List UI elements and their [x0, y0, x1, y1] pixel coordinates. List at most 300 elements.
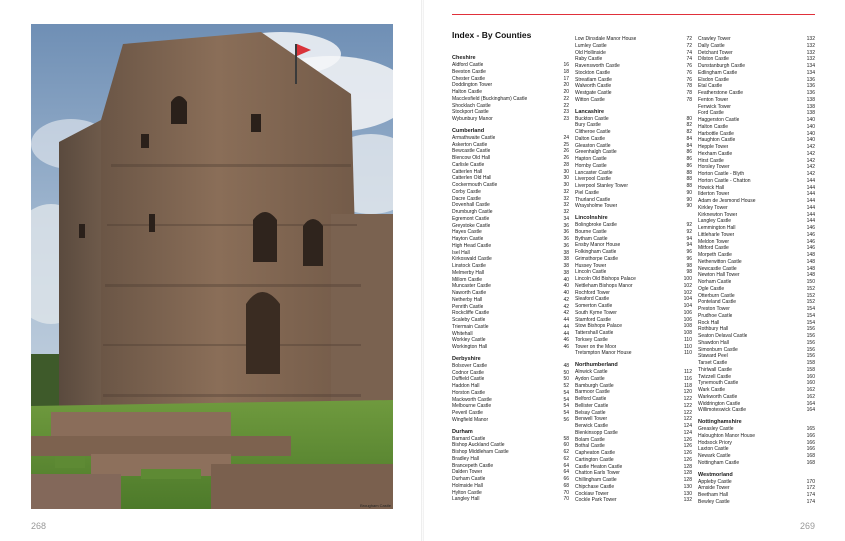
page-ref: 82 [686, 129, 692, 135]
page-number-left: 268 [31, 521, 47, 531]
index-entry [698, 185, 815, 192]
index-entry [698, 279, 815, 286]
page-ref: 36 [563, 229, 569, 236]
index-entry [698, 360, 815, 367]
castle-name: Naworth Castle [452, 290, 487, 296]
page-ref: 144 [806, 218, 815, 225]
page-ref: 54 [563, 403, 569, 410]
index-entry [575, 330, 692, 337]
index-entry [452, 483, 569, 490]
castle-name: Low Dinsdale Manor House [575, 36, 637, 42]
castle-name: Greenhalgh Castle [575, 149, 617, 156]
castle-name: Folkingham Castle [575, 249, 617, 255]
castle-name: Simonburn Castle [698, 346, 738, 353]
index-entry [575, 337, 692, 344]
page-ref: 126 [683, 450, 692, 456]
index-entry [698, 198, 815, 205]
page-ref: 60 [563, 442, 569, 449]
page-ref: 140 [806, 117, 815, 123]
index-entry [698, 313, 815, 320]
castle-name: Corby Castle [452, 188, 481, 195]
index-entry [575, 464, 692, 471]
index-entry [698, 440, 815, 447]
page-ref: 154 [806, 312, 815, 319]
index-entry [575, 317, 692, 324]
index-entry [698, 286, 815, 293]
castle-name: Penrith Castle [452, 303, 484, 310]
castle-name: Stockton Castle [575, 69, 611, 76]
castle-name: Newark Castle [698, 453, 731, 459]
castle-name: Kirknewton Tower [698, 211, 738, 218]
page-ref: 120 [683, 389, 692, 396]
index-entry [452, 442, 569, 449]
index-entry [452, 62, 569, 69]
castle-name: Stamford Castle [575, 316, 611, 323]
page-ref: 128 [683, 463, 692, 470]
page-ref: 168 [806, 459, 815, 466]
page-ref: 138 [806, 103, 815, 110]
page-ref: 22 [563, 95, 569, 102]
castle-name: Shawdon Hall [698, 339, 729, 346]
castle-name: Lincoln Old Bishops Palace [575, 276, 636, 282]
index-entry [698, 252, 815, 259]
index-entry [575, 149, 692, 156]
index-entry [452, 182, 569, 189]
index-entry [575, 290, 692, 297]
castle-name: Preston Tower [698, 306, 730, 312]
page-ref: 82 [686, 122, 692, 129]
castle-name: Streatlam Castle [575, 76, 612, 83]
index-entry [575, 423, 692, 430]
page-ref: 144 [806, 211, 815, 218]
index-entry [698, 460, 815, 467]
page-ref: 100 [683, 276, 692, 282]
page-ref: 146 [806, 231, 815, 238]
page-ref: 110 [684, 350, 692, 357]
castle-name: Elsdon Castle [698, 76, 729, 83]
index-entry [698, 97, 815, 104]
index-entry [575, 50, 692, 57]
page-ref: 92 [686, 222, 692, 228]
index-entry [452, 256, 569, 263]
index-entry [698, 104, 815, 111]
castle-name: Greystoke Castle [452, 222, 491, 229]
index-entry [452, 476, 569, 483]
page-ref: 156 [806, 346, 815, 353]
index-entry [575, 222, 692, 229]
castle-name: Brancepeth Castle [452, 462, 494, 469]
page-ref: 54 [563, 396, 569, 403]
castle-name: Liverpool Stanley Tower [575, 183, 628, 189]
county-heading: Lancashire [575, 108, 605, 115]
page-ref: 22 [563, 102, 569, 109]
index-entry [575, 203, 692, 210]
castle-name: Muncaster Castle [452, 283, 491, 290]
index-entry [698, 426, 815, 433]
page-ref: 94 [686, 235, 692, 242]
page-ref: 64 [563, 469, 569, 476]
page-ref: 140 [806, 130, 815, 137]
index-entry [452, 456, 569, 463]
castle-name: Liverpool Castle [575, 176, 611, 183]
page-ref: 104 [683, 303, 692, 309]
castle-name: Haggerston Castle [698, 117, 740, 123]
castle-name: Ford Castle [698, 110, 724, 117]
index-entry [575, 350, 692, 357]
index-column-1 [452, 55, 569, 503]
index-entry [698, 367, 815, 374]
castle-name: Bishop Middleham Castle [452, 449, 509, 455]
page-ref: 30 [563, 175, 569, 182]
castle-name: Melmerby Hall [452, 269, 484, 276]
page-ref: 126 [683, 436, 692, 443]
county-heading: Derbyshire [452, 355, 481, 362]
index-entry [698, 90, 815, 97]
page-ref: 24 [563, 134, 569, 141]
castle-name: Crawley Tower [698, 36, 731, 42]
page-ref: 144 [806, 184, 815, 191]
page-ref: 162 [806, 387, 815, 393]
castle-name: Prudhoe Castle [698, 312, 733, 319]
page-ref: 122 [683, 396, 692, 402]
castle-name: Blenkinsopp Castle [575, 429, 618, 436]
page-ref: 156 [806, 333, 815, 339]
index-entry [452, 196, 569, 203]
castle-name: Horton Castle - Chatton [698, 177, 751, 184]
index-entry [698, 232, 815, 239]
index-entry [452, 370, 569, 377]
index-entry [698, 453, 815, 460]
page-ref: 98 [686, 269, 692, 276]
index-entry [452, 216, 569, 223]
index-entry [575, 323, 692, 330]
castle-name: Rock Hall [698, 319, 720, 326]
page-ref: 154 [806, 319, 815, 326]
index-entry [575, 256, 692, 263]
castle-name: Benwell Tower [575, 416, 608, 423]
index-entry [452, 155, 569, 162]
index-title: Index - By Counties [452, 30, 532, 40]
page-ref: 148 [806, 252, 815, 258]
castle-name: Bolam Castle [575, 436, 605, 443]
page-ref: 110 [684, 336, 692, 343]
index-entry [452, 449, 569, 456]
castle-name: Blencow Old Hall [452, 155, 491, 161]
castle-name: Aydon Castle [575, 375, 605, 382]
page-ref: 42 [563, 303, 569, 310]
castle-name: Rothbury Hall [698, 326, 729, 333]
page-ref: 32 [563, 202, 569, 209]
castle-name: Somerton Castle [575, 303, 613, 309]
index-entry [452, 109, 569, 116]
page-ref: 160 [806, 380, 815, 387]
castle-name: Langley Castle [698, 218, 732, 225]
index-entry [575, 491, 692, 498]
castle-name: Whitehall [452, 330, 473, 337]
castle-name: Tarset Castle [698, 360, 728, 366]
castle-name: Isel Hall [452, 249, 470, 256]
page-ref: 90 [686, 203, 692, 210]
castle-name: Millom Castle [452, 276, 483, 283]
page-ref: 23 [563, 109, 569, 116]
castle-name: Netherwitton Castle [698, 258, 742, 265]
index-entry [452, 324, 569, 331]
page-ref: 140 [806, 137, 815, 144]
index-entry [575, 77, 692, 84]
index-entry [575, 83, 692, 90]
index-entry [698, 306, 815, 313]
index-entry [452, 76, 569, 83]
castle-name: Dacre Castle [452, 195, 481, 202]
castle-name: Hayes Castle [452, 229, 482, 236]
castle-name: High Head Castle [452, 242, 492, 249]
page-ref: 102 [683, 282, 692, 289]
index-entry [452, 417, 569, 424]
index-entry [452, 344, 569, 351]
castle-name: Bolingbroke Castle [575, 222, 617, 228]
castle-name: Carlisle Castle [452, 161, 485, 168]
page-ref: 152 [806, 292, 815, 299]
page-ref: 132 [806, 36, 815, 42]
castle-name: Haddon Hall [452, 383, 480, 389]
page-ref: 44 [563, 323, 569, 330]
index-entry [452, 403, 569, 410]
index-entry [698, 171, 815, 178]
page-ref: 70 [563, 489, 569, 496]
page-ref: 25 [563, 141, 569, 148]
castle-name: Bewley Castle [698, 498, 730, 505]
castle-name: Norham Castle [698, 279, 732, 285]
castle-name: Bytham Castle [575, 235, 608, 242]
castle-name: Hapton Castle [575, 156, 607, 162]
castle-name: Alnwick Castle [575, 369, 608, 375]
castle-name: Kirkoswald Castle [452, 256, 492, 263]
castle-name: Bishop Auckland Castle [452, 442, 505, 449]
castle-name: Holmside Hall [452, 482, 483, 489]
page-ref: 140 [806, 123, 815, 130]
index-entry [698, 433, 815, 440]
page-ref: 48 [563, 362, 569, 369]
castle-name: Chester Castle [452, 75, 486, 82]
castle-name: Catterlen Hall [452, 168, 483, 175]
index-entry [698, 401, 815, 408]
castle-name: Wraysholme Tower [575, 203, 618, 210]
castle-name: Ensby Manor House [575, 242, 621, 249]
county-heading: Northumberland [575, 362, 618, 368]
castle-name: Cockermouth Castle [452, 182, 498, 188]
page-ref: 44 [563, 317, 569, 323]
castle-name: Widdrington Castle [698, 400, 741, 407]
index-entry [698, 50, 815, 57]
page-ref: 158 [806, 360, 815, 366]
index-entry [698, 239, 815, 246]
castle-name: Cockiaw Tower [575, 490, 609, 497]
index-entry [698, 205, 815, 212]
index-entry [452, 189, 569, 196]
castle-name: Lancaster Castle [575, 169, 613, 176]
index-entry [698, 63, 815, 70]
index-entry [698, 117, 815, 124]
page-ref: 108 [683, 323, 692, 330]
index-entry [452, 310, 569, 317]
index-entry [698, 191, 815, 198]
page-ref: 94 [686, 242, 692, 249]
page-ref: 146 [806, 225, 815, 231]
index-entry [575, 269, 692, 276]
castle-name: Piel Castle [575, 189, 599, 196]
index-entry [452, 337, 569, 344]
index-entry [452, 82, 569, 89]
castle-name: Wingfield Manor [452, 416, 489, 423]
index-entry [452, 209, 569, 216]
castle-name: Dalton Castle [575, 135, 606, 142]
page-ref: 38 [563, 249, 569, 256]
page-ref: 30 [563, 168, 569, 175]
page-ref: 132 [806, 49, 815, 56]
castle-name: Dally Castle [698, 42, 725, 49]
castle-name: Witton Castle [575, 96, 605, 103]
castle-name: Barmoor Castle [575, 389, 610, 396]
castle-name: Willimoteswick Castle [698, 407, 747, 414]
index-entry [698, 407, 815, 414]
castle-name: Newton Hall Tower [698, 272, 740, 279]
castle-name: Torksey Castle [575, 336, 608, 343]
page-ref: 70 [563, 496, 569, 503]
castle-name: Codnor Castle [452, 369, 484, 376]
castle-name: Grimsthorpe Castle [575, 255, 619, 262]
castle-name: Horston Castle [452, 389, 486, 396]
page-ref: 52 [563, 383, 569, 389]
castle-name: Halton Castle [452, 89, 483, 95]
castle-name: Shocklach Castle [452, 102, 491, 109]
index-entry [698, 124, 815, 131]
index-entry [698, 479, 815, 486]
page-ref: 64 [563, 462, 569, 469]
index-entry [698, 492, 815, 499]
castle-name: Nettleham Bishops Manor [575, 282, 633, 289]
page-ref: 164 [806, 407, 815, 414]
page-ref: 90 [686, 189, 692, 196]
index-entry [452, 116, 569, 123]
castle-name: Barnard Castle [452, 435, 486, 442]
index-entry [452, 397, 569, 404]
page-ref: 76 [686, 63, 692, 69]
castle-name: Edlingham Castle [698, 69, 738, 76]
page-ref: 142 [806, 150, 815, 157]
index-entry [452, 496, 569, 503]
castle-name: Peveril Castle [452, 410, 483, 416]
castle-name: Raby Castle [575, 56, 603, 63]
page-ref: 78 [686, 83, 692, 90]
castle-name: Detchant Tower [698, 49, 733, 56]
index-entry [575, 303, 692, 310]
page-ref: 86 [686, 149, 692, 156]
index-entry [452, 263, 569, 270]
page-ref: 138 [806, 96, 815, 103]
index-entry [698, 374, 815, 381]
castle-name: Halton Castle [698, 123, 729, 130]
photo-caption: Brougham Castle [360, 503, 391, 508]
index-entry [575, 296, 692, 303]
castle-name: Arnside Tower [698, 485, 730, 492]
page-ref: 146 [806, 245, 815, 252]
page-ref: 166 [806, 439, 815, 446]
page-ref: 32 [563, 209, 569, 215]
page-ref: 162 [806, 393, 815, 400]
castle-name: Capheaton Castle [575, 450, 616, 456]
index-entry [575, 136, 692, 143]
index-entry [575, 437, 692, 444]
index-entry [698, 446, 815, 453]
castle-name: Etal Castle [698, 83, 723, 90]
index-entry [575, 122, 692, 129]
index-entry [575, 43, 692, 50]
page-ref: 132 [806, 42, 815, 49]
index-entry [698, 43, 815, 50]
index-entry [698, 340, 815, 347]
page-ref: 96 [686, 255, 692, 262]
index-entry [698, 380, 815, 387]
index-entry [698, 110, 815, 117]
castle-name: Ilderton Tower [698, 191, 730, 198]
index-entry [452, 304, 569, 311]
page-ref: 88 [686, 183, 692, 189]
castle-name: Walworth Castle [575, 83, 612, 90]
index-entry [575, 36, 692, 43]
page-ref: 72 [686, 42, 692, 49]
index-entry [698, 70, 815, 77]
index-entry [575, 249, 692, 256]
county-heading: Cumberland [452, 127, 485, 134]
index-entry [698, 347, 815, 354]
castle-name: Kirkley Tower [698, 204, 728, 211]
index-entry [452, 69, 569, 76]
page-ref: 156 [806, 339, 815, 346]
index-entry [575, 163, 692, 170]
index-entry [452, 410, 569, 417]
page-ref: 144 [806, 177, 815, 184]
index-entry [452, 376, 569, 383]
castle-name: Otterburn Castle [698, 292, 735, 299]
page-ref: 46 [563, 337, 569, 344]
index-entry [575, 396, 692, 403]
castle-name: Lumley Castle [575, 42, 607, 49]
page-ref: 130 [683, 483, 692, 490]
castle-name: Triermain Castle [452, 323, 489, 330]
index-entry [452, 229, 569, 236]
castle-name: Twizzell Castle [698, 373, 732, 380]
castle-name: Netherby Hall [452, 296, 483, 303]
index-entry [575, 389, 692, 396]
page-ref: 128 [683, 477, 692, 483]
castle-name: Bamburgh Castle [575, 382, 614, 389]
castle-name: Clitheroe Castle [575, 129, 611, 135]
castle-name: Bolsover Castle [452, 362, 488, 369]
page-ref: 166 [806, 446, 815, 453]
page-ref: 144 [806, 198, 815, 204]
castle-name: Lincoln Castle [575, 269, 607, 276]
page-ref: 88 [686, 169, 692, 176]
index-entry [575, 170, 692, 177]
index-entry [575, 477, 692, 484]
page-ref: 110 [684, 343, 692, 350]
castle-name: Greasley Castle [698, 426, 734, 432]
page-ref: 106 [683, 316, 692, 323]
index-entry [575, 376, 692, 383]
page-ref: 86 [686, 156, 692, 162]
castle-name: Egremont Castle [452, 215, 490, 222]
index-entry [452, 297, 569, 304]
